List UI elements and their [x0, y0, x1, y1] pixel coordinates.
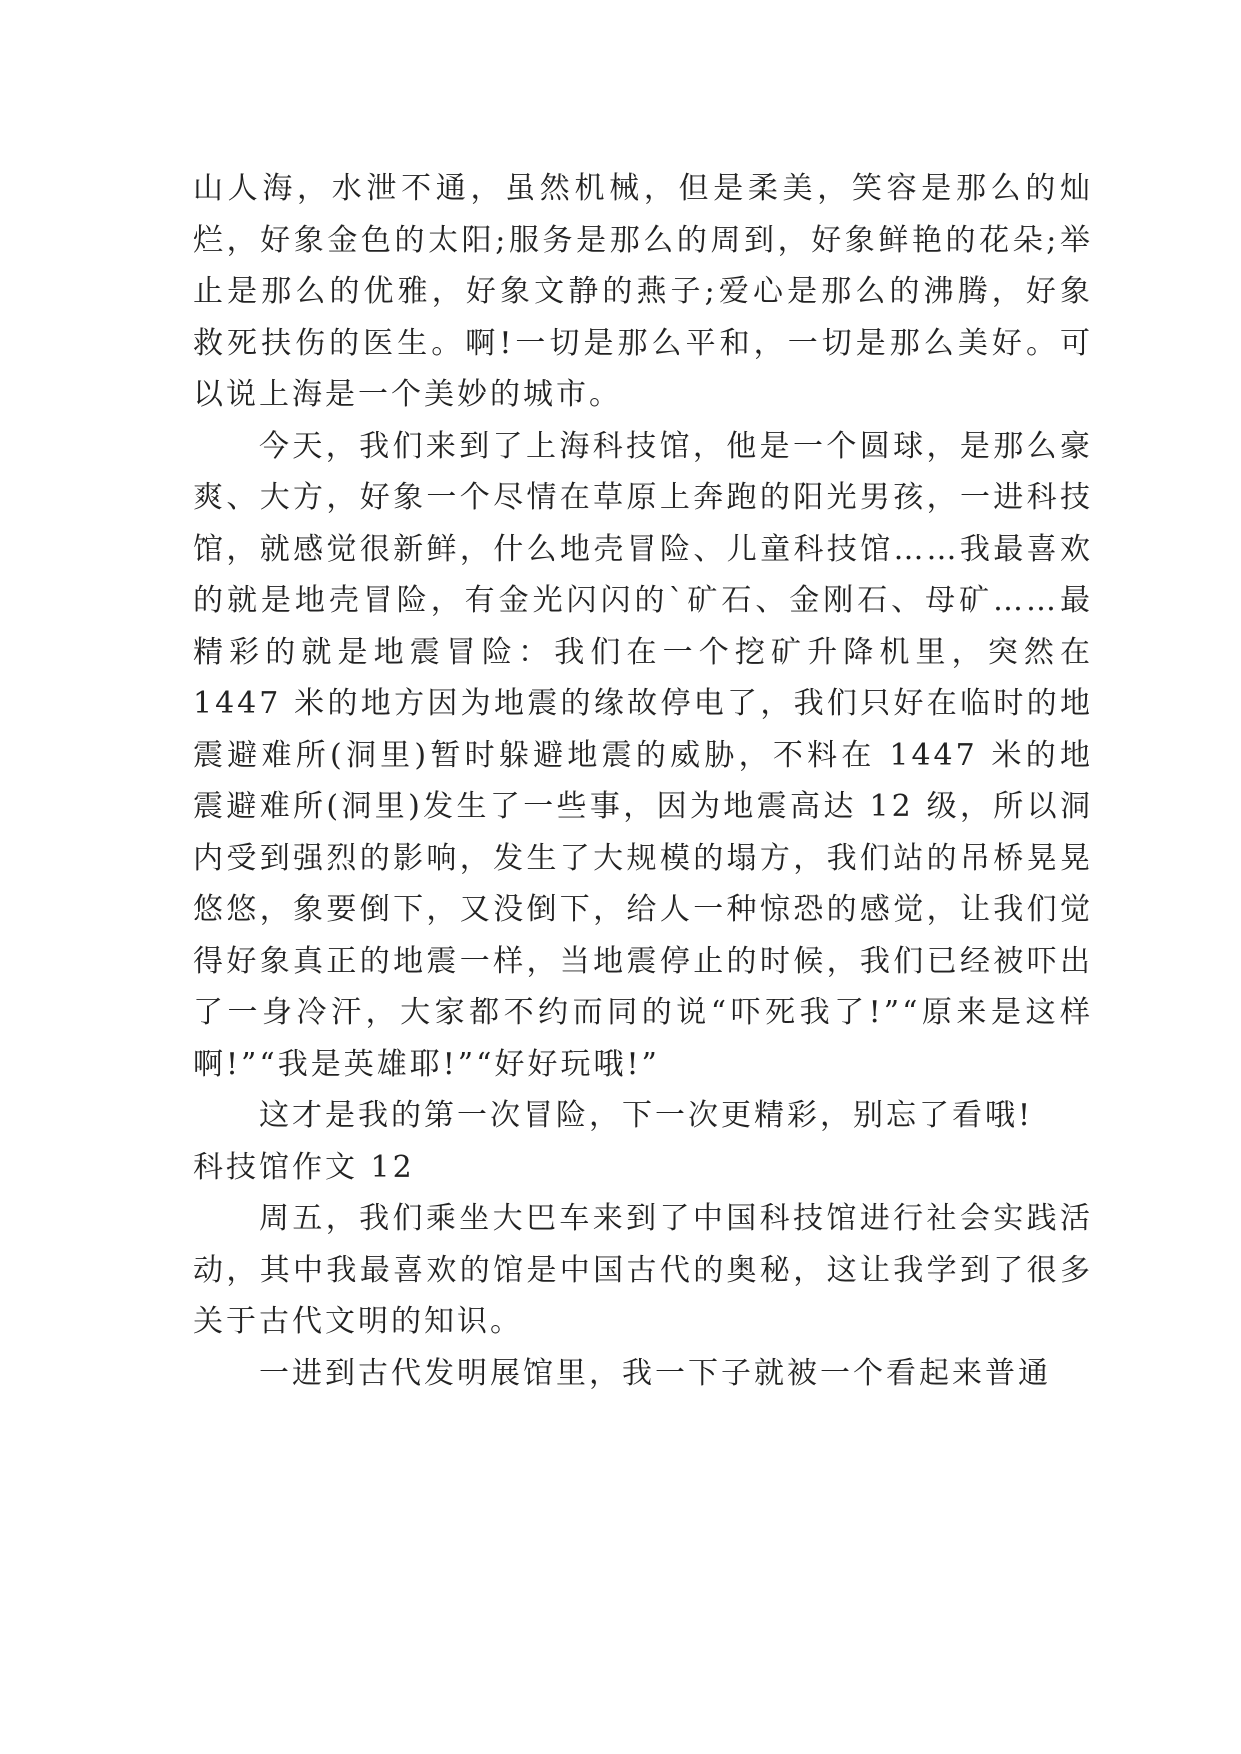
- paragraph-continued: 山人海，水泄不通，虽然机械，但是柔美，笑容是那么的灿烂，好象金色的太阳;服务是那么的周到，好象鲜艳的花朵;举止是那么的优雅，好象文静的燕子;爱心是那么的沸腾，好象救死扶伤的医生。啊!一切是那么平和，一切是那么美好。可以说上海是一个美妙的城市。: [193, 171, 1093, 412]
- paragraph-ancient-inventions: 一进到古代发明展馆里，我一下子就被一个看起来普通: [259, 1355, 1051, 1391]
- essay-heading: 科技馆作文 12: [193, 1149, 415, 1185]
- paragraph-science-museum-visit: 今天，我们来到了上海科技馆，他是一个圆球，是那么豪爽、大方，好象一个尽情在草原上奔跑的阳光男孩，一进科技馆，就感觉很新鲜，什么地壳冒险、儿童科技馆……我最喜欢的就是地壳冒险，有金光闪闪的`矿石、金刚石、母矿……最精彩的就是地震冒险：我们在一个挖矿升降机里，突然在 1447 米的地方因为地震的缘故停电了，我们只好在临时的地震避难所(洞里)暂时躲避地震的威胁，不料在 1447 米的地震避难所(洞里)发生了一些事，因为地震高达 12 级，所以洞内受到强烈的影响，发生了大规模的塌方，我们站的吊桥晃晃悠悠，象要倒下，又没倒下，给人一种惊恐的感觉，让我们觉得好象真正的地震一样，当地震停止的时候，我们已经被吓出了一身冷汗，大家都不约而同的说“吓死我了!”“原来是这样啊!”“我是英雄耶!”“好好玩哦!”: [193, 428, 1093, 1082]
- paragraph-first-adventure: 这才是我的第一次冒险，下一次更精彩，别忘了看哦!: [259, 1098, 1034, 1133]
- paragraph-friday-trip: 周五，我们乘坐大巴车来到了中国科技馆进行社会实践活动，其中我最喜欢的馆是中国古代的奥秘，这让我学到了很多关于古代文明的知识。: [193, 1201, 1093, 1339]
- document-page: [193, 163, 1093, 1399]
